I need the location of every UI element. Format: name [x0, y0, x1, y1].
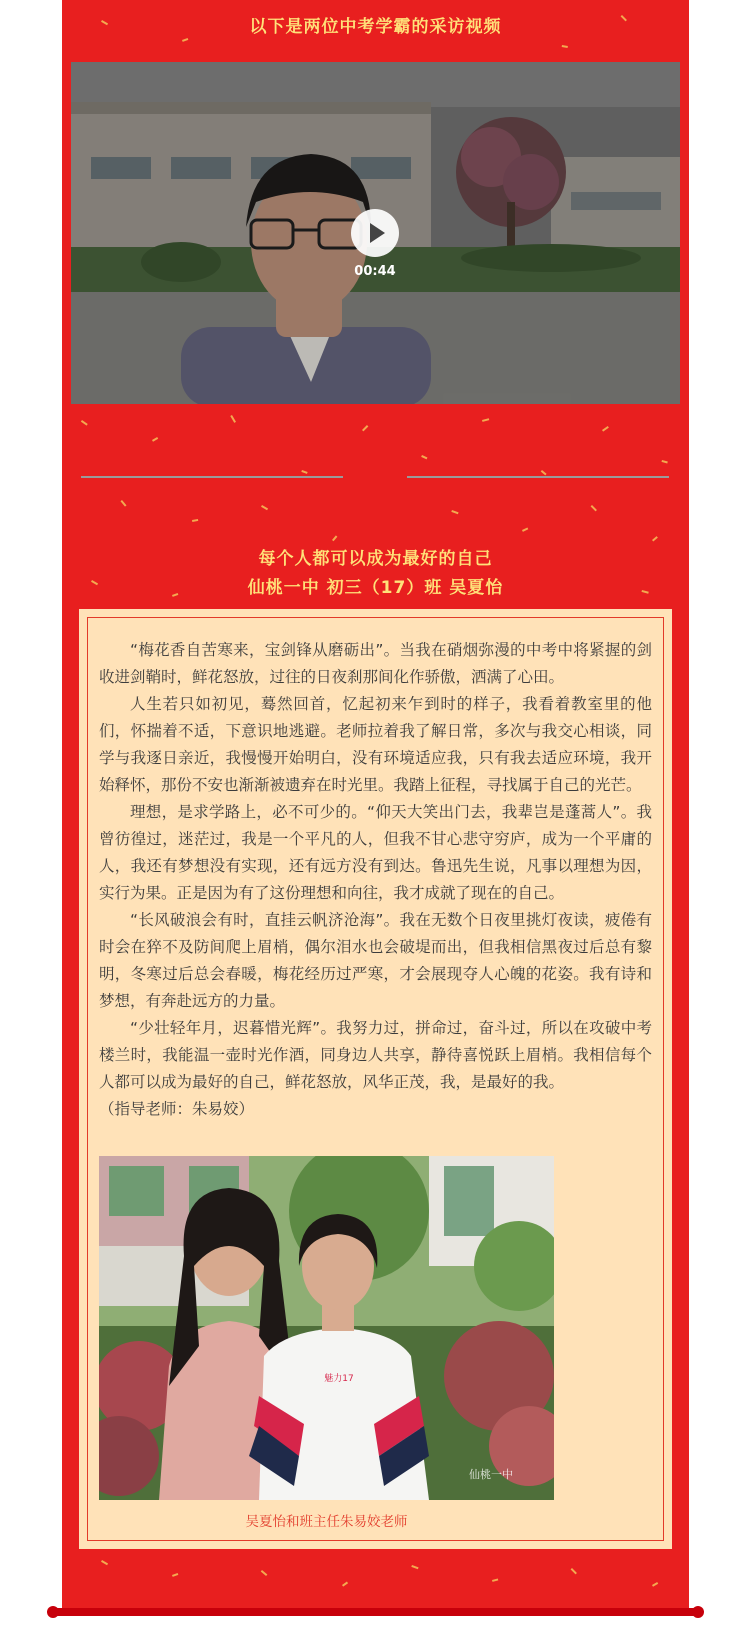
photo-caption: 吴夏怡和班主任朱易姣老师 — [245, 1514, 408, 1530]
article-body — [99, 637, 652, 1123]
scroll-rod — [52, 1608, 700, 1616]
article-paragraph: “长风破浪会有时，直挂云帆济沧海”。我在无数个日夜里挑灯夜读，疲倦有时会在猝不及防间爬上眉梢，偶尔泪水也会破堤而出，但我相信黑夜过后总有黎明，冬寒过后总会春暖，梅花经历过严寒，才会展现夺人心魄的花姿。我有诗和梦想，有奔赴远方的力量。 — [99, 911, 652, 1010]
photo-image — [99, 1156, 554, 1500]
video-player[interactable] — [71, 62, 680, 404]
scroll-rod-end-right — [692, 1606, 704, 1618]
article-paragraph: 人生若只如初见，蓦然回首，忆起初来乍到时的样子，我看着教室里的他们，怀揣着不适，下意识地逃避。老师拉着我了解日常，多次与我交心相谈，同学与我逐日亲近，我慢慢开始明白，没有环境适应我，只有我去适应环境，我开始释怀，那份不安也渐渐被遗弃在时光里。我踏上征程，寻找属于自己的光芒。 — [99, 695, 652, 794]
article-paragraph: 理想，是求学路上，必不可少的。“仰天大笑出门去，我辈岂是蓬蒿人”。我曾彷徨过，迷茫过，我是一个平凡的人，但我不甘心悲守穷庐，成为一个平庸的人，我还有梦想没有实现，还有远方没有到达。鲁迅先生说，凡事以理想为因，实行为果。正是因为有了这份理想和向往，我才成就了现在的自己。 — [99, 803, 652, 902]
shirt-text: 魅力17 — [324, 1374, 354, 1384]
article-title: 每个人都可以成为最好的自己 — [258, 549, 493, 569]
video-duration: 00:44 — [354, 264, 396, 279]
play-button[interactable] — [351, 209, 399, 257]
advisor-note: （指导老师：朱易姣） — [99, 1100, 255, 1118]
student-teacher-photo — [99, 1156, 554, 1500]
article-card — [79, 609, 672, 1549]
article-paragraph: “梅花香自苦寒来，宝剑锋从磨砺出”。当我在硝烟弥漫的中考中将紧握的剑收进剑鞘时，鲜花怒放，过往的日夜刹那间化作骄傲，洒满了心田。 — [99, 641, 652, 686]
divider-left — [81, 476, 343, 478]
scroll-rod-end-left — [47, 1606, 59, 1618]
red-scroll-panel — [62, 0, 689, 1611]
divider-right — [407, 476, 669, 478]
photo-watermark: 仙桃一中 — [469, 1468, 513, 1481]
article-author: 仙桃一中 初三（17）班 吴夏怡 — [247, 578, 504, 598]
article-paragraph: “少壮轻年月，迟暮惜光辉”。我努力过，拼命过，奋斗过，所以在攻破中考楼兰时，我能温一壶时光作酒，同身边人共享，静待喜悦跃上眉梢。我相信每个人都可以成为最好的自己，鲜花怒放，风华正茂，我，是最好的我。 — [99, 1019, 652, 1091]
header-title: 以下是两位中考学霸的采访视频 — [249, 17, 502, 37]
play-icon — [370, 223, 385, 243]
